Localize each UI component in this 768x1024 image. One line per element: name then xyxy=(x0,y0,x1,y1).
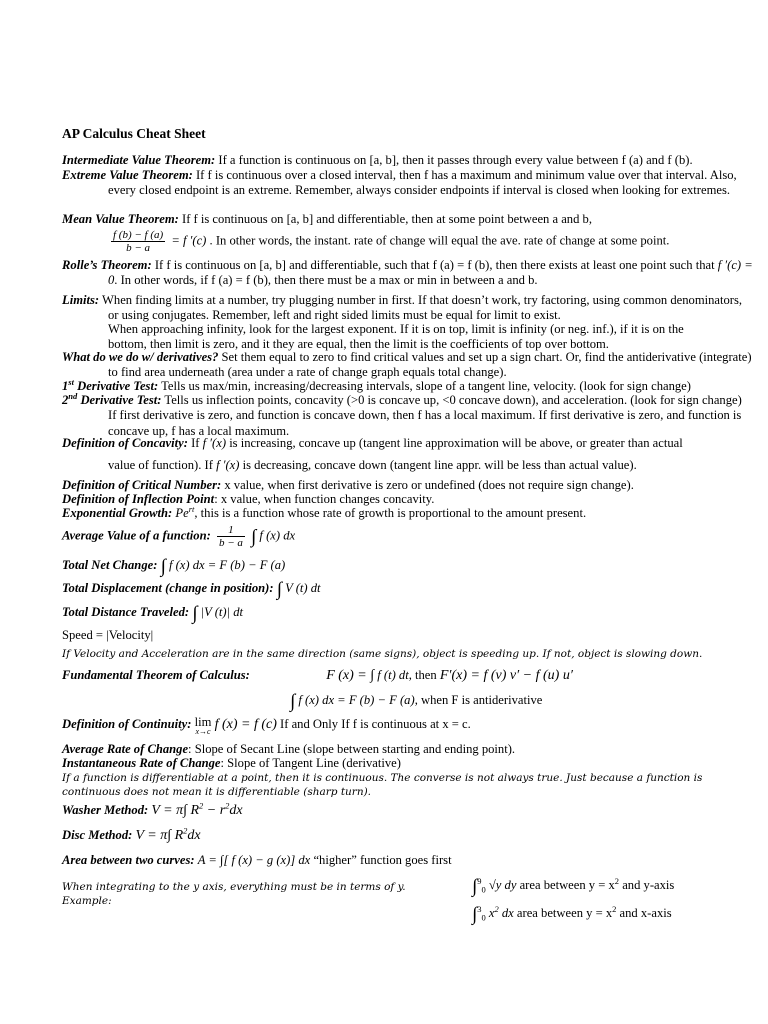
average-value-integrand: f (x) dx xyxy=(259,528,296,543)
second-derivative-test-text: Tells us inflection points, concavity (>0 is concave up, <0 concave down), and acceleration. (look for sign change) If first derivative is zero, and function is concave down, then f has a local maximum. If first derivative is zero, and function is concave up, f has a local maximum. xyxy=(108,393,742,438)
concavity-text: is increasing, concave up (tangent line approximation will be above, or greater than actual xyxy=(229,436,683,450)
rolle-text-2: . In other words, if f (a) = f (b), then there must be a max or min in between a and b. xyxy=(114,273,538,288)
washer-eq-part-3: dx xyxy=(229,803,243,818)
second-derivative-test-entry xyxy=(62,390,753,439)
washer-heading: Washer Method: xyxy=(62,803,149,817)
inst-rate-heading: Instantaneous Rate of Change xyxy=(62,756,221,770)
derivatives-entry xyxy=(62,350,753,381)
washer-eq-sup-2: 2 xyxy=(225,800,230,811)
exponential-base: Pe xyxy=(175,506,189,520)
ftc-then: , then xyxy=(408,668,437,682)
washer-equation xyxy=(151,800,243,818)
second-derivative-heading-text: Derivative Test: xyxy=(80,393,162,407)
second-derivative-test-heading xyxy=(62,390,162,407)
avg-rate-text: : Slope of Secant Line (slope between starting and ending point). xyxy=(188,742,516,756)
concavity-equation: f ′(x) xyxy=(202,436,227,450)
area-heading: Area between two curves: xyxy=(62,853,195,867)
concavity-equation-2: f ′(x) xyxy=(216,458,240,472)
net-change-heading: Total Net Change: xyxy=(62,558,158,572)
example-1-text-sup: 2 xyxy=(614,875,620,886)
integral-sign-icon: ∫ xyxy=(276,579,282,600)
inst-rate-text: : Slope of Tangent Line (derivative) xyxy=(220,756,401,770)
net-change-entry xyxy=(62,556,707,577)
washer-eq-part-2: − r xyxy=(203,803,226,818)
speed-text: Speed = |Velocity| xyxy=(62,628,154,642)
concavity-text-2b: is decreasing, concave down (tangent line appr. will be less than actual value). xyxy=(242,458,637,472)
ftc-entry xyxy=(62,668,707,683)
evt-text: If f is continuous over a closed interval, then f has a maximum and minimum value over that interval. Also, every closed endpoint is an extreme. Remember, always consider endpoints if interval is closed when looking for extremes. xyxy=(108,168,737,198)
area-entry xyxy=(62,853,707,868)
second-derivative-ordinal: 2 xyxy=(62,393,69,407)
average-value-entry xyxy=(62,524,707,549)
example-1-text-b: and y-axis xyxy=(619,878,675,892)
example-2-text-sup: 2 xyxy=(612,903,617,914)
speed-note: If Velocity and Acceleration are in the same direction (same signs), object is speeding up. If not, object is slowing down. xyxy=(62,648,703,660)
example-1-text-a: area between y = x xyxy=(519,878,615,892)
derivatives-heading: What do we do w/ derivatives? xyxy=(62,350,219,364)
rolle-heading: Rolle’s Theorem: xyxy=(62,258,152,272)
first-derivative-test-text: Tells us max/min, increasing/decreasing intervals, slope of a tangent line, velocity. (look for sign change) xyxy=(161,379,691,393)
ivt-text: If a function is continuous on [a, b], then it passes through every value between f (a) and f (b). xyxy=(218,153,693,167)
limits-heading: Limits: xyxy=(62,293,100,307)
concavity-pre: If xyxy=(191,436,200,450)
disc-heading: Disc Method: xyxy=(62,828,133,842)
disc-eq-part-2: dx xyxy=(187,828,201,843)
net-change-equation: f (x) dx = F (b) − F (a) xyxy=(168,558,286,572)
example-2-text-a: area between y = x xyxy=(516,906,613,920)
washer-entry xyxy=(62,800,707,818)
ftc-equation-1: F (x) = ∫ xyxy=(326,668,375,683)
average-value-heading: Average Value of a function: xyxy=(62,528,211,543)
mvt-heading: Mean Value Theorem: xyxy=(62,212,179,226)
displacement-entry xyxy=(62,579,707,600)
limits-text: When finding limits at a number, try plugging number in first. If that doesn’t work, try factoring, using common denominators, or using conjugates. Remember, left and right sided limits must be equal for limit to exist. xyxy=(102,293,743,323)
continuity-text: If and Only If f is continuous at x = c. xyxy=(280,717,471,731)
ivt-entry xyxy=(62,153,753,168)
continuity-entry xyxy=(62,717,707,736)
distance-equation: |V (t)| dt xyxy=(200,605,243,619)
continuity-lim-word: lim xyxy=(194,715,212,729)
distance-entry xyxy=(62,603,707,624)
inflection-point-text: : x value, when function changes concavity. xyxy=(214,492,435,506)
rolle-entry xyxy=(62,258,753,289)
second-derivative-ordinal-suffix: nd xyxy=(68,390,78,401)
concavity-entry xyxy=(62,436,707,451)
integral-sign-icon: ∫ xyxy=(160,556,166,577)
differentiability-note: If a function is differentiable at a point, then it is continuous. The converse is not always true. Just because a function is continuous does not mean it is differentiable (sharp turn). xyxy=(62,772,703,798)
y-axis-note: When integrating to the y axis, everything must be in terms of y. Example: xyxy=(62,881,406,907)
exponential-growth-text: , this is a function whose rate of growth is proportional to the amount present. xyxy=(194,506,587,520)
example-1-equation: √y dy xyxy=(488,878,517,892)
first-derivative-heading-text: Derivative Test: xyxy=(77,379,159,393)
page-title: AP Calculus Cheat Sheet xyxy=(62,126,206,141)
ftc-text: , when F is antiderivative xyxy=(414,693,543,707)
mvt-text-2: . In other words, the instant. rate of change will equal the ave. rate of change at some point. xyxy=(209,233,670,248)
disc-entry xyxy=(62,825,707,843)
mvt-fraction xyxy=(111,229,165,254)
critical-number-text: x value, when first derivative is zero or undefined (does not require sign change). xyxy=(224,478,634,492)
example-2-upper-limit: 3 xyxy=(477,903,482,914)
continuity-heading: Definition of Continuity: xyxy=(62,717,192,731)
mvt-formula-line xyxy=(108,229,708,254)
disc-eq-sup: 2 xyxy=(183,825,188,836)
example-2 xyxy=(472,903,732,925)
continuity-lim-subscript: x→c xyxy=(195,727,211,736)
washer-eq-part-1: V = π∫ R xyxy=(151,803,199,818)
exponential-equation xyxy=(175,503,195,520)
example-1 xyxy=(472,875,732,897)
area-text: “higher” function goes first xyxy=(313,853,452,867)
example-2-eq-a: x xyxy=(488,906,495,920)
example-2-eq-b: dx xyxy=(498,906,514,920)
integral-sign-icon: ∫ xyxy=(290,691,296,712)
average-value-denominator: b − a xyxy=(218,537,243,549)
average-value-numerator: 1 xyxy=(217,524,245,537)
limits-text-2: When approaching infinity, look for the largest exponent. If it is on top, limit is infinity (or neg. inf.), if it is on the bottom, then limit is zero, and it they are equal, then the limit is the coefficients of top over bottom. xyxy=(108,322,684,352)
ftc-heading: Fundamental Theorem of Calculus: xyxy=(62,668,250,682)
avg-rate-heading: Average Rate of Change xyxy=(62,742,189,756)
limits-entry xyxy=(62,293,753,324)
speed-entry xyxy=(62,628,707,643)
distance-heading: Total Distance Traveled: xyxy=(62,605,190,619)
continuity-limit xyxy=(195,717,212,736)
inflection-point-heading: Definition of Inflection Point xyxy=(62,492,215,506)
disc-equation xyxy=(135,825,201,843)
concavity-heading: Definition of Concavity: xyxy=(62,436,188,450)
mvt-fraction-numerator: f (b) − f (a) xyxy=(113,229,164,241)
derivatives-text: Set them equal to zero to find critical values and set up a sign chart. Or, find the antiderivative (integrate) to find area underneath (area under a rate of change graph equals total change). xyxy=(108,350,752,380)
limits-entry-2 xyxy=(62,322,707,353)
concavity-entry-2 xyxy=(62,458,707,473)
evt-entry xyxy=(62,168,753,199)
ftc-equation-1b: f (t) dt xyxy=(377,668,409,682)
example-1-text xyxy=(519,875,675,892)
washer-eq-sup-1: 2 xyxy=(199,800,204,811)
area-equation: A = ∫[ f (x) − g (x)] dx xyxy=(197,853,311,867)
exponential-growth-entry xyxy=(62,503,707,521)
first-derivative-ordinal: 1 xyxy=(62,379,69,393)
evt-heading: Extreme Value Theorem: xyxy=(62,168,193,182)
rolle-equation: f ′(c) = 0 xyxy=(108,258,753,288)
first-derivative-ordinal-suffix: st xyxy=(68,376,74,387)
ivt-heading: Intermediate Value Theorem: xyxy=(62,153,216,167)
example-2-eq-sup: 2 xyxy=(494,903,499,914)
ftc-equation-2: F′(x) = f (v) v′ − f (u) u′ xyxy=(439,668,573,683)
exponential-exponent: rt xyxy=(188,503,195,514)
integral-sign-icon: ∫ xyxy=(472,876,478,897)
example-2-equation xyxy=(488,903,514,920)
mvt-equation: = f ′(c) xyxy=(171,233,207,248)
example-1-upper-limit: 9 xyxy=(477,875,482,886)
displacement-heading: Total Displacement (change in position): xyxy=(62,581,274,595)
ftc-entry-2 xyxy=(290,691,710,712)
example-2-text-b: and x-axis xyxy=(616,906,672,920)
integral-sign-icon: ∫ xyxy=(472,904,478,925)
mvt-fraction-denominator: b − a xyxy=(126,242,151,254)
integral-sign-icon: ∫ xyxy=(192,603,198,624)
critical-number-heading: Definition of Critical Number: xyxy=(62,478,222,492)
concavity-text-2a: value of function). If xyxy=(108,458,213,472)
example-2-text xyxy=(516,903,672,920)
example-1-lower-limit: 0 xyxy=(481,884,486,895)
continuity-equation: f (x) = f (c) xyxy=(214,717,277,732)
inst-rate-entry xyxy=(62,756,707,771)
example-2-lower-limit: 0 xyxy=(481,912,486,923)
rolle-text: If f is continuous on [a, b] and differentiable, such that f (a) = f (b), then there exists at least one point such that xyxy=(154,258,715,272)
ftc-equation-3: f (x) dx = F (b) − F (a) xyxy=(298,693,415,707)
displacement-equation: V (t) dt xyxy=(285,581,321,595)
integral-sign-icon: ∫ xyxy=(251,526,257,548)
mvt-entry xyxy=(62,212,753,227)
disc-eq-part-1: V = π∫ R xyxy=(135,828,184,843)
exponential-growth-heading: Exponential Growth: xyxy=(62,506,173,520)
mvt-text: If f is continuous on [a, b] and differentiable, then at some point between a and b, xyxy=(182,212,592,226)
average-value-fraction xyxy=(217,524,245,549)
